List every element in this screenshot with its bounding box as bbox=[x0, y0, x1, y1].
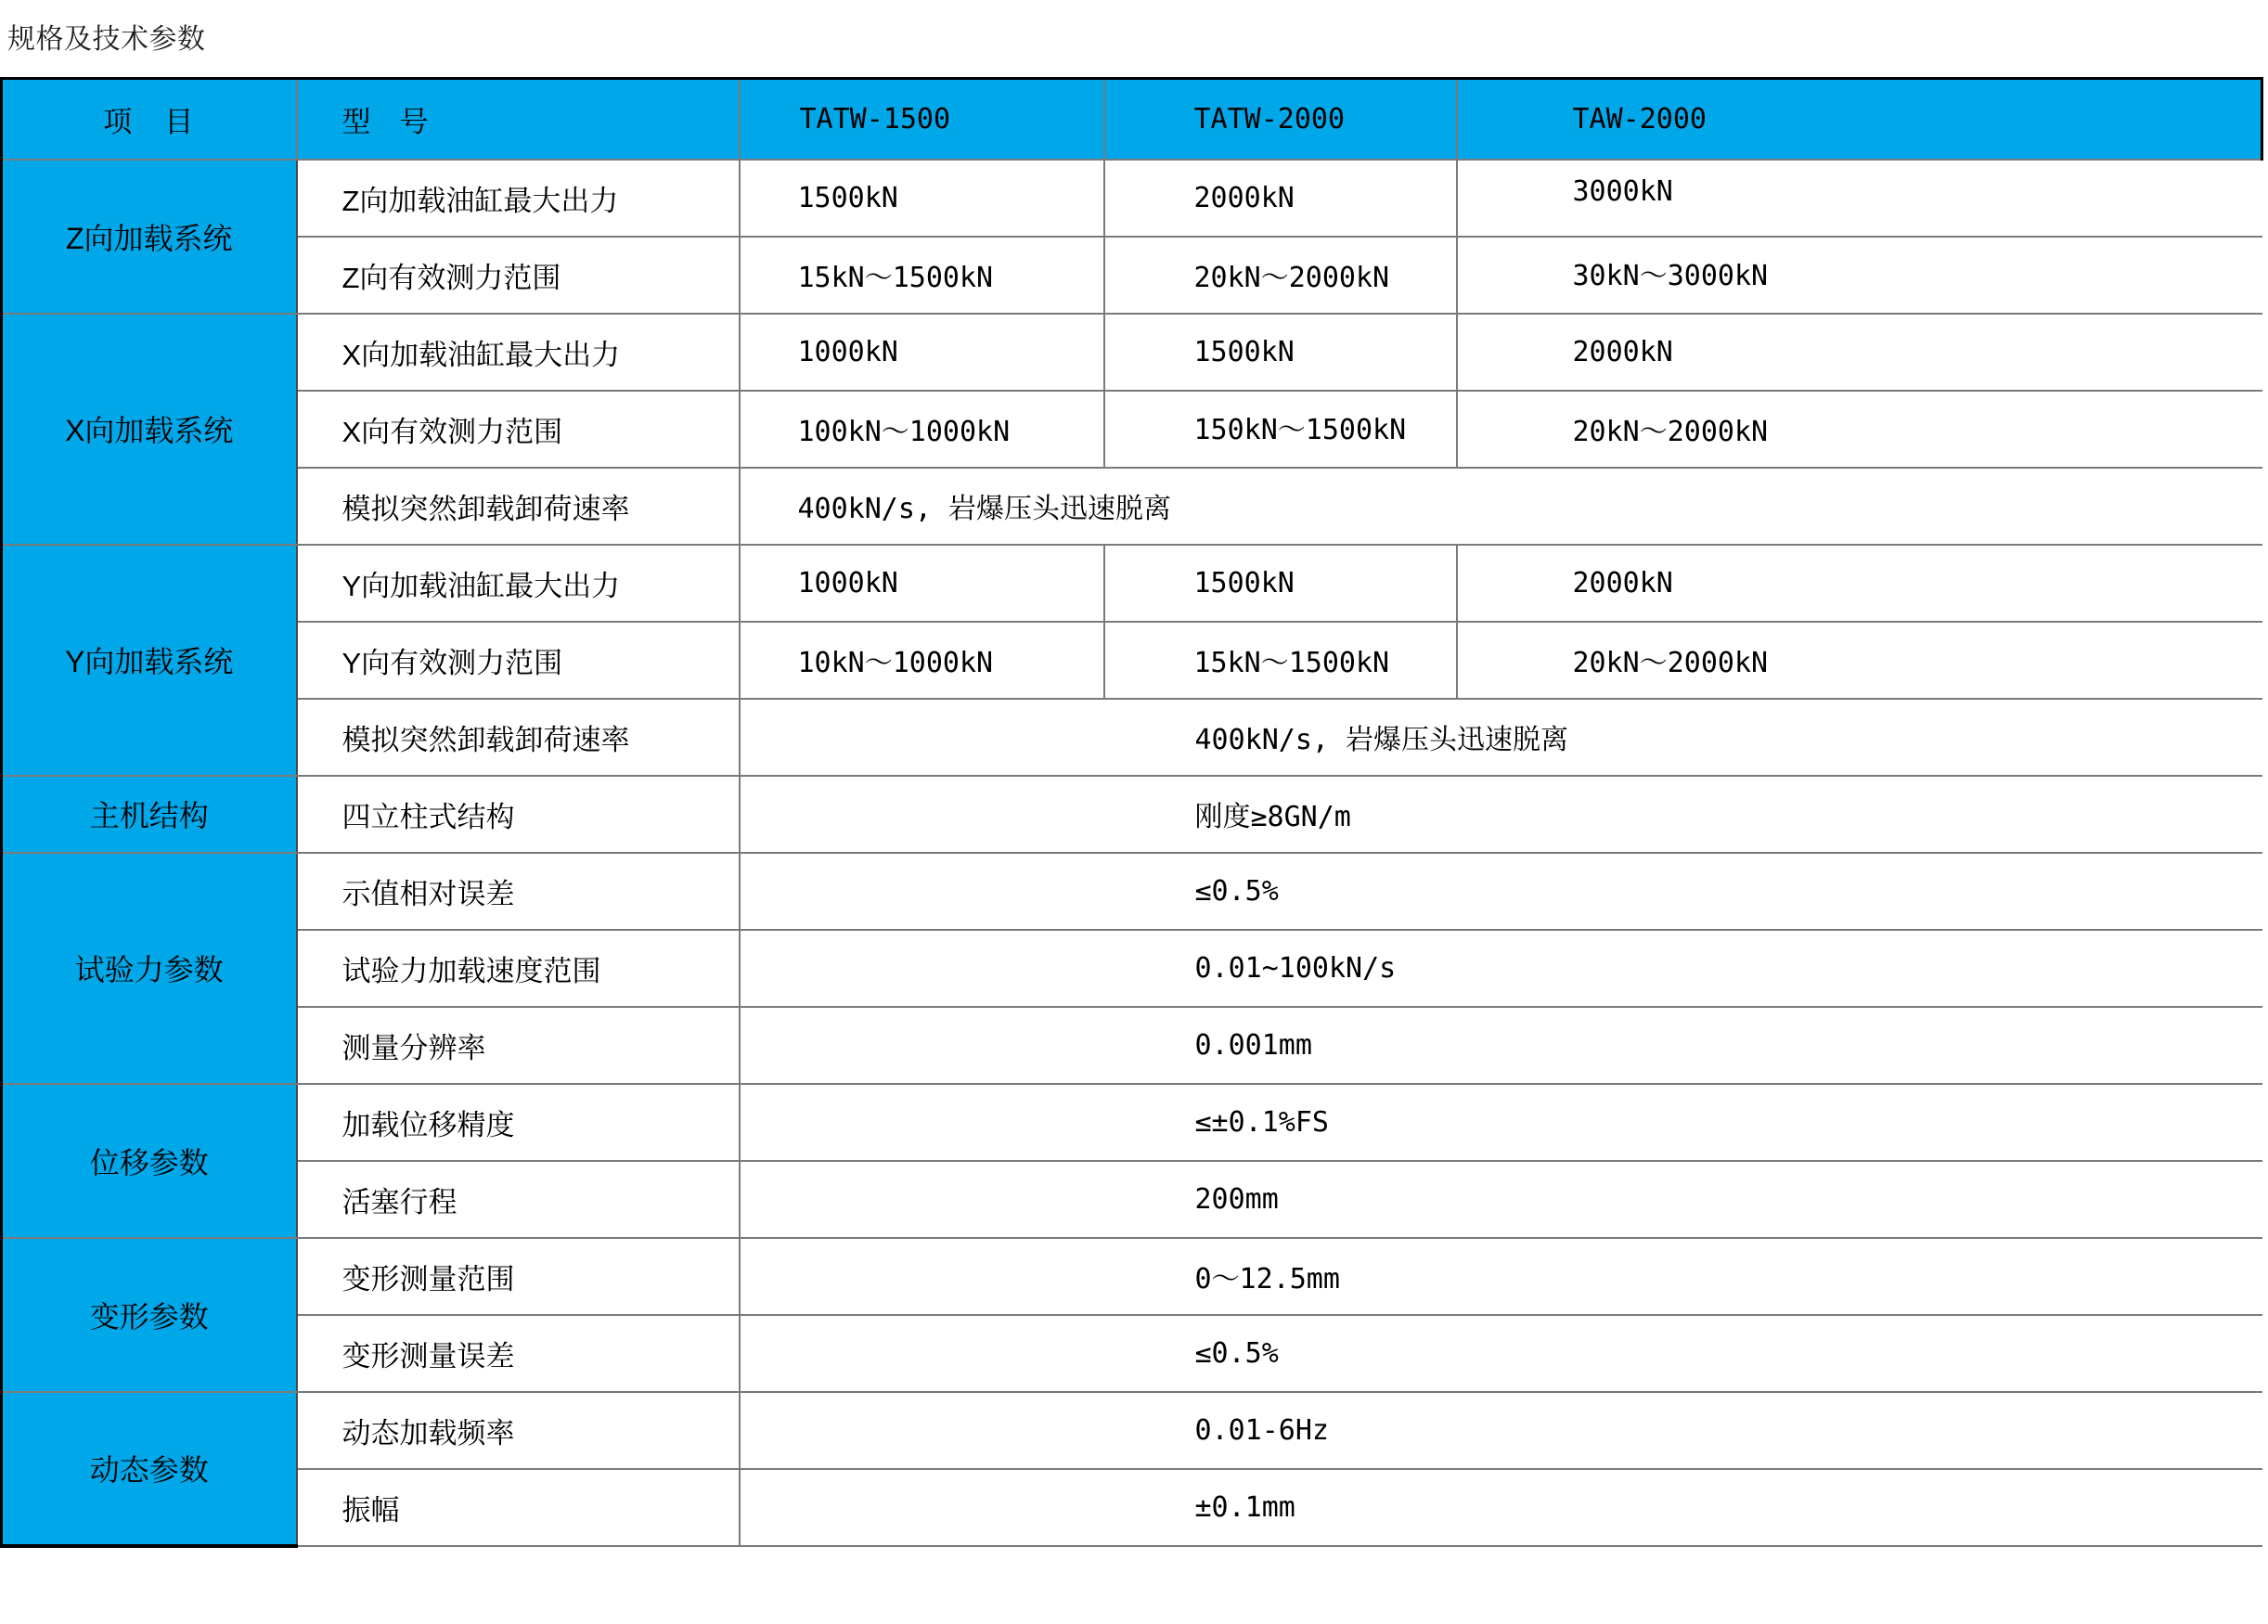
table-row bbox=[2, 1392, 2262, 1469]
span-value-cell: 200mm bbox=[740, 1161, 2262, 1238]
value-cell: 2000kN bbox=[1457, 314, 2262, 391]
param-cell: 振幅 bbox=[297, 1469, 740, 1546]
table-row bbox=[2, 776, 2262, 853]
value-cell: 20kN～2000kN bbox=[1457, 622, 2262, 699]
table-row bbox=[2, 622, 2262, 699]
group-cell-deformation-params: 变形参数 bbox=[2, 1238, 297, 1392]
value-cell: 100kN～1000kN bbox=[740, 391, 1104, 468]
table-row bbox=[2, 1315, 2262, 1392]
table-row bbox=[2, 314, 2262, 391]
value-cell: 2000kN bbox=[1104, 160, 1457, 237]
group-cell-displacement-params: 位移参数 bbox=[2, 1084, 297, 1238]
param-cell: 加载位移精度 bbox=[297, 1084, 740, 1161]
group-cell-test-force-params: 试验力参数 bbox=[2, 853, 297, 1084]
group-cell-dynamic-params: 动态参数 bbox=[2, 1392, 297, 1546]
param-cell: Y向加载油缸最大出力 bbox=[297, 545, 740, 622]
table-row bbox=[2, 545, 2262, 622]
header-row bbox=[2, 79, 2262, 160]
value-cell: 15kN～1500kN bbox=[740, 237, 1104, 314]
span-value-cell: 0.001mm bbox=[740, 1007, 2262, 1084]
span-value-cell: 0.01~100kN/s bbox=[740, 930, 2262, 1007]
header-item-label: 项 目 bbox=[2, 79, 297, 160]
param-cell: 变形测量误差 bbox=[297, 1315, 740, 1392]
value-cell: 1500kN bbox=[740, 160, 1104, 237]
param-cell: 模拟突然卸载卸荷速率 bbox=[297, 699, 740, 776]
value-cell: 1000kN bbox=[740, 314, 1104, 391]
spec-table bbox=[0, 77, 2263, 1548]
group-cell-y-loading-system: Y向加载系统 bbox=[2, 545, 297, 776]
value-cell: 1500kN bbox=[1104, 545, 1457, 622]
param-cell: X向有效测力范围 bbox=[297, 391, 740, 468]
param-cell: Z向加载油缸最大出力 bbox=[297, 160, 740, 237]
param-cell: 示值相对误差 bbox=[297, 853, 740, 930]
value-cell: 1000kN bbox=[740, 545, 1104, 622]
value-cell: 20kN～2000kN bbox=[1104, 237, 1457, 314]
table-row bbox=[2, 699, 2262, 776]
value-cell: 3000kN bbox=[1457, 160, 2262, 237]
group-cell-main-structure: 主机结构 bbox=[2, 776, 297, 853]
param-cell: Z向有效测力范围 bbox=[297, 237, 740, 314]
table-row bbox=[2, 1007, 2262, 1084]
param-cell: 活塞行程 bbox=[297, 1161, 740, 1238]
span-value-cell: 400kN/s, 岩爆压头迅速脱离 bbox=[740, 468, 2262, 545]
table-row bbox=[2, 1238, 2262, 1315]
value-cell: 30kN～3000kN bbox=[1457, 237, 2262, 314]
group-cell-z-loading-system: Z向加载系统 bbox=[2, 160, 297, 314]
header-model-tatw-1500: TATW-1500 bbox=[740, 79, 1104, 160]
header-model-taw-2000: TAW-2000 bbox=[1457, 79, 2262, 160]
span-value-cell: 0～12.5mm bbox=[740, 1238, 2262, 1315]
span-value-cell: 刚度≥8GN/m bbox=[740, 776, 2262, 853]
value-cell: 10kN～1000kN bbox=[740, 622, 1104, 699]
table-row bbox=[2, 1161, 2262, 1238]
param-cell: 变形测量范围 bbox=[297, 1238, 740, 1315]
param-cell: 模拟突然卸载卸荷速率 bbox=[297, 468, 740, 545]
span-value-cell: 0.01-6Hz bbox=[740, 1392, 2262, 1469]
span-value-cell: ≤0.5% bbox=[740, 853, 2262, 930]
value-cell: 20kN～2000kN bbox=[1457, 391, 2262, 468]
span-value-cell: ≤±0.1%FS bbox=[740, 1084, 2262, 1161]
table-row bbox=[2, 391, 2262, 468]
header-model-label: 型 号 bbox=[297, 79, 740, 160]
param-cell: Y向有效测力范围 bbox=[297, 622, 740, 699]
table-row bbox=[2, 853, 2262, 930]
table-row bbox=[2, 468, 2262, 545]
table-row bbox=[2, 160, 2262, 237]
param-cell: 四立柱式结构 bbox=[297, 776, 740, 853]
param-cell: 试验力加载速度范围 bbox=[297, 930, 740, 1007]
value-cell: 15kN～1500kN bbox=[1104, 622, 1457, 699]
value-cell: 1500kN bbox=[1104, 314, 1457, 391]
group-cell-x-loading-system: X向加载系统 bbox=[2, 314, 297, 545]
value-cell: 2000kN bbox=[1457, 545, 2262, 622]
span-value-cell: ≤0.5% bbox=[740, 1315, 2262, 1392]
page-title: 规格及技术参数 bbox=[7, 24, 206, 55]
param-cell: X向加载油缸最大出力 bbox=[297, 314, 740, 391]
table-row bbox=[2, 237, 2262, 314]
table-row bbox=[2, 1084, 2262, 1161]
table-row bbox=[2, 1469, 2262, 1546]
value-cell: 150kN～1500kN bbox=[1104, 391, 1457, 468]
span-value-cell: 400kN/s, 岩爆压头迅速脱离 bbox=[740, 699, 2262, 776]
header-model-tatw-2000: TATW-2000 bbox=[1104, 79, 1457, 160]
param-cell: 测量分辨率 bbox=[297, 1007, 740, 1084]
span-value-cell: ±0.1mm bbox=[740, 1469, 2262, 1546]
param-cell: 动态加载频率 bbox=[297, 1392, 740, 1469]
table-row bbox=[2, 930, 2262, 1007]
